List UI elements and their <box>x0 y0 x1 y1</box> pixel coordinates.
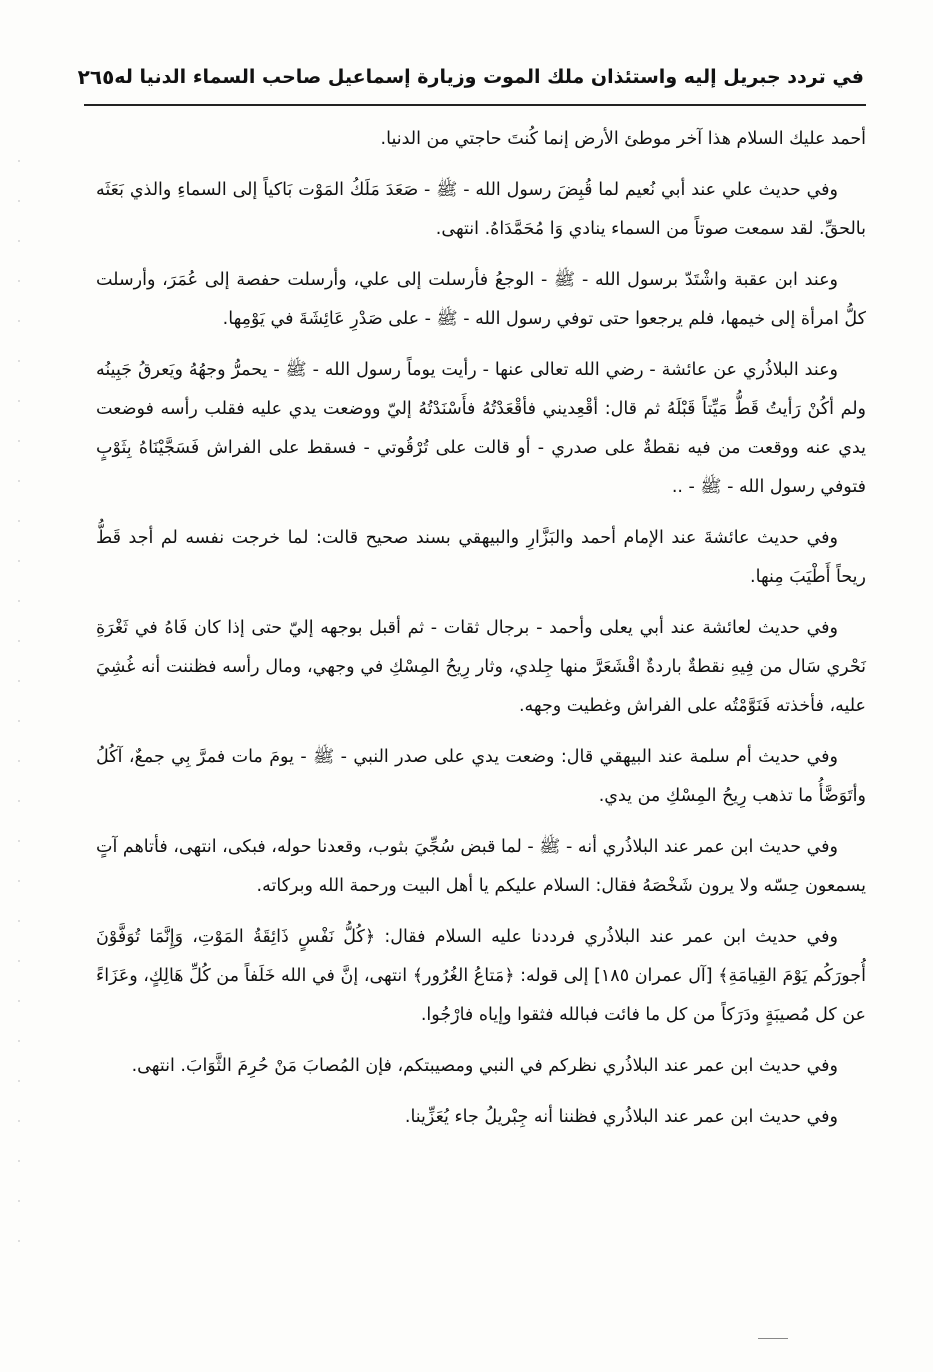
paragraph: وعند ابن عقبة واشْتَدّ برسول الله - ﷺ - الوجعُ فأرسلت إلى علي، وأرسلت حفصة إلى عُمَرَ، وأرسلت كلُّ امرأة إلى خيمها، فلم يرجعوا حتى توفي رسول الله - ﷺ - على صَدْرِ عَائِشَةَ في يَوْمِها. <box>96 270 866 329</box>
paragraph: أحمد عليك السلام هذا آخر موطئ الأرض إنما كُنتَ حاجتي من الدنيا. <box>380 129 866 149</box>
page-number: ٢٦٥ <box>77 65 115 89</box>
paragraph: وفي حديث عائشةَ عند الإمام أحمد والبَزَّارِ والبيهقي بسند صحيح قالت: لما خرجت نفسه لم أجد قَطُّ ريحاً أَطْيَبَ مِنها. <box>96 528 866 587</box>
running-title: في تردد جبريل إليه واستئذان ملك الموت وزيارة إسماعيل صاحب السماء الدنيا له <box>114 66 864 88</box>
footer-mark <box>758 1338 788 1339</box>
paragraph: وفي حديث ابن عمر عند البلاذُري فرددنا عليه السلام فقال: ﴿كُلُّ نَفْسٍ ذَائِقَةُ المَوْتِ، وَإِنَّمَا تُوَفَّوْنَ أُجورَكُم يَوْمَ القِيامَةِ﴾ [آل عمران ١٨٥] إلى قوله: ﴿مَتاعُ الغُرُور﴾ انتهى، إنَّ في الله خَلَفاً من كُلِّ هَالِكٍ، وعَزَاءً عن كل مُصيبَةٍ ودَرَكاً من كل ما فائت فبالله فثقوا وإياه فارْجُوا. <box>96 927 866 1025</box>
paragraph: وفي حديث لعائشة عند أبي يعلى وأحمد - برجال ثقات - ثم أقبل بوجهه إليّ حتى إذا كان فَاهُ في ثَغْرَةِ نَحْري سَال من فِيهِ نقطةٌ باردةٌ اقْشَعَرَّ منها جِلدي، وثار رِيحُ المِسْكِ في وجهي، ومال رأسه فظننت أنه غُشِيَ عليه، فأخذته فَنَوَّمْتُه على الفراش وغطيت وجهه. <box>96 618 866 716</box>
paragraph: وفي حديث أم سلمة عند البيهقي قال: وضعت يدي على صدر النبي - ﷺ - يومَ مات فمرَّ بِي جمعٌ، آكُلُ وأتَوَضَّأُ ما تذهب رِيحُ المِسْكِ من يدي. <box>96 747 866 806</box>
header-rule <box>84 104 866 106</box>
paragraph: وعند البلاذُري عن عائشة - رضي الله تعالى عنها - رأيت يوماً رسول الله - ﷺ - يحمرُّ وجهُهُ ويَعرقُ جَبِينُه ولم أكُنْ رَأيتُ قَطُّ مَيِّتاً قَبْلَهُ ثم قال: أقْعِديني فأقْعَدْتُهُ فأَسْنَدْتُهُ إليّ ووضعت يدي عليه فقلب رأسه فوضعت يدي عنه ووقعت من فيه نقطةٌ على صدري - أو قالت على تُرْقُوتي - فسقط على الفراش فَسَجَّيْنَاهُ بِثَوْبٍ فتوفي رسول الله - ﷺ - .. <box>96 360 866 497</box>
paragraph: وفي حديث ابن عمر عند البلاذُري نظركم في النبي ومصيبتكم، فإن المُصابَ مَنْ حُرِمَ الثَّوَابَ. انتهى. <box>131 1056 838 1076</box>
paragraph: وفي حديث علي عند أبي نُعيم لما قُبِضَ رسول الله - ﷺ - صَعَدَ مَلَكُ المَوْت بَاكياً إلى السماءِ والذي بَعَثَه بالحقِّ. لقد سمعت صوتاً من السماء ينادي وَا مُحَمَّدَاهُ. انتهى. <box>96 180 866 239</box>
paragraph: وفي حديث ابن عمر عند البلاذُري أنه - ﷺ - لما قبض سُجِّيَ بثوب، وقعدنا حوله، فبكى، انتهى، فأتاهم آتٍ يسمعون حِسّه ولا يرون شَخْصَهُ فقال: السلام عليكم يا أهل البيت ورحمة الله وبركاته. <box>96 837 866 896</box>
body-text <box>96 120 866 1137</box>
paragraph: وفي حديث ابن عمر عند البلاذُري فظننا أنه جِبْريلُ جاء يُعَزِّينا. <box>404 1107 838 1127</box>
margin-scan-artifact <box>18 160 20 1260</box>
running-header <box>77 52 864 102</box>
